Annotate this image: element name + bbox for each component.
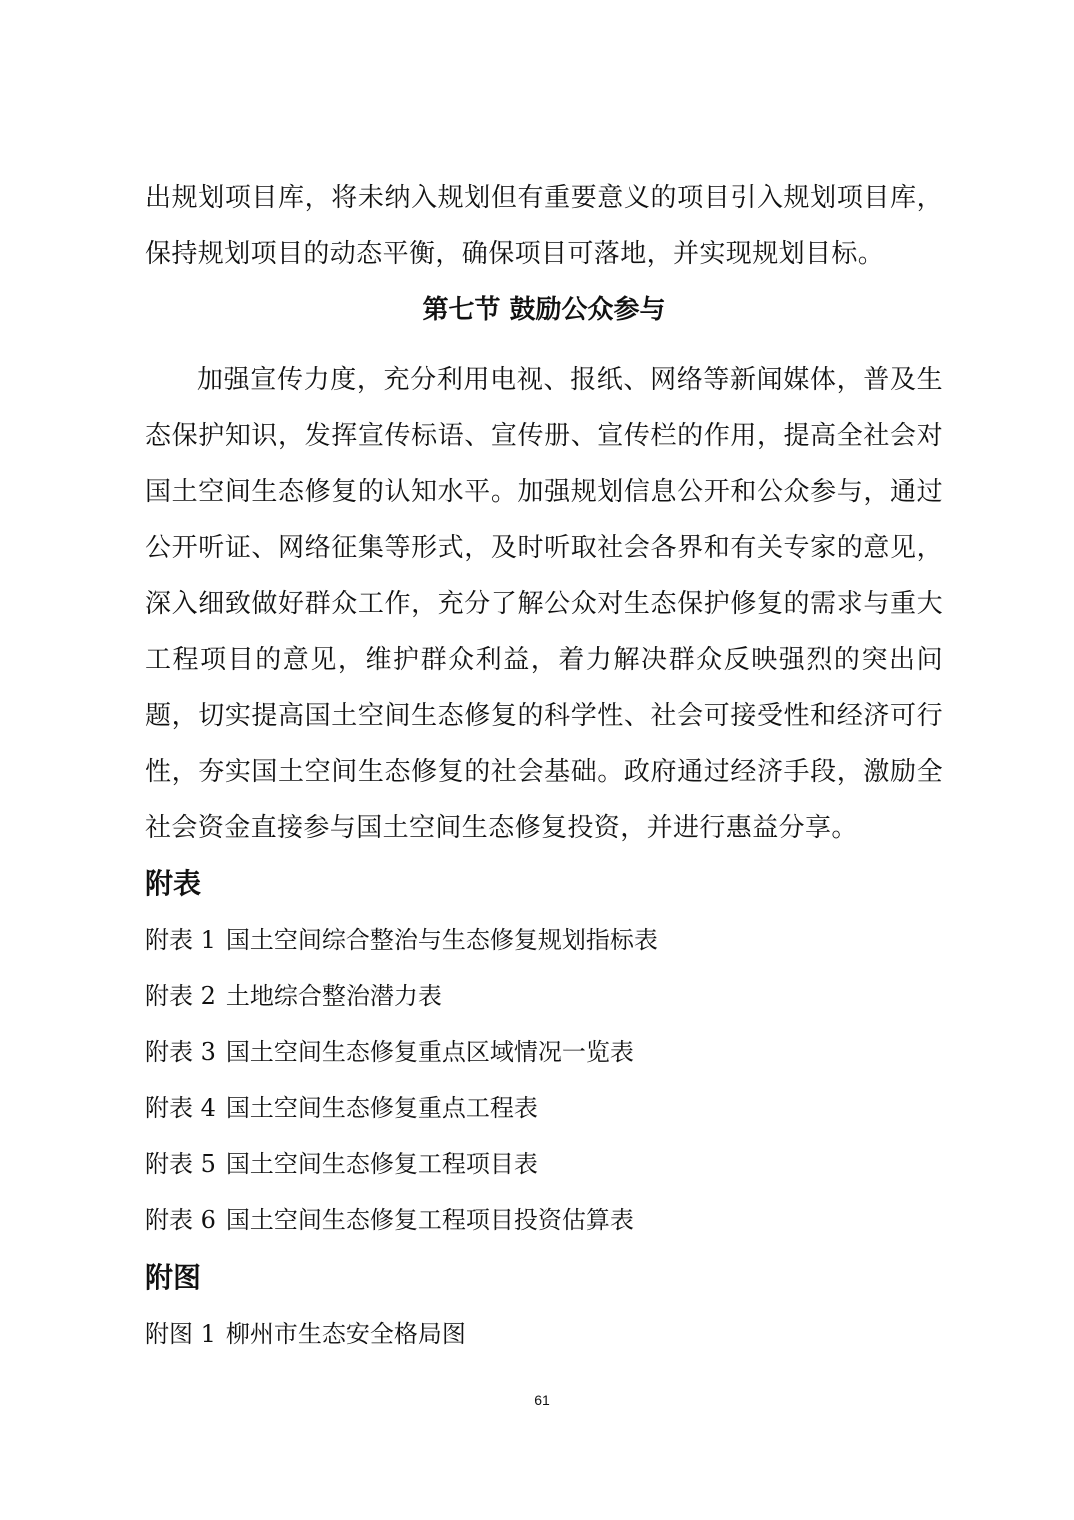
body-paragraph: 加强宣传力度，充分利用电视、报纸、网络等新闻媒体，普及生态保护知识，发挥宣传标语、宣传册、宣传栏的作用，提高全社会对国土空间生态修复的认知水平。加强规划信息公开和公众参与，通过公开听证、网络征集等形式，及时听取社会各界和有关专家的意见，深入细致做好群众工作，充分了解公众对生态保护修复的需求与重大工程项目的意见，维护群众利益，着力解决群众反映强烈的突出问题，切实提高国土空间生态修复的科学性、社会可接受性和经济可行性，夯实国土空间生态修复的社会基础。政府通过经济手段，激励全社会资金直接参与国土空间生态修复投资，并进行惠益分享。 [145,365,943,843]
appendix-table-number: 附表 3 [145,1038,216,1066]
appendix-table-item [145,1136,658,1192]
appendix-table-number: 附表 5 [145,1150,216,1178]
appendix-tables-heading: 附表 [145,867,202,900]
continuation-paragraph: 出规划项目库，将未纳入规划但有重要意义的项目引入规划项目库，保持规划项目的动态平衡，确保项目可落地，并实现规划目标。 [145,183,943,269]
appendix-figure-title: 柳州市生态安全格局图 [225,1320,466,1348]
appendix-table-number: 附表 4 [145,1094,216,1122]
appendix-table-item [145,968,658,1024]
appendix-figure-item [145,1306,466,1362]
appendix-figures-heading: 附图 [145,1261,202,1294]
appendix-figure-number: 附图 1 [145,1320,216,1348]
page-number: 61 [534,1392,550,1408]
appendix-tables-list [145,912,658,1248]
appendix-table-title: 土地综合整治潜力表 [225,982,442,1010]
appendix-table-title: 国土空间生态修复重点工程表 [225,1094,538,1122]
section-title: 第七节 鼓励公众参与 [422,295,666,325]
appendix-table-title: 国土空间生态修复重点区域情况一览表 [225,1038,634,1066]
appendix-table-number: 附表 1 [145,926,216,954]
appendix-figures-list [145,1306,466,1362]
appendix-table-title: 国土空间生态修复工程项目表 [225,1150,538,1178]
appendix-table-item [145,1080,658,1136]
appendix-table-item [145,1192,658,1248]
appendix-table-title: 国土空间综合整治与生态修复规划指标表 [225,926,658,954]
appendix-table-item [145,1024,658,1080]
appendix-table-item [145,912,658,968]
appendix-table-title: 国土空间生态修复工程项目投资估算表 [225,1206,634,1234]
appendix-table-number: 附表 2 [145,982,216,1010]
appendix-table-number: 附表 6 [145,1206,216,1234]
